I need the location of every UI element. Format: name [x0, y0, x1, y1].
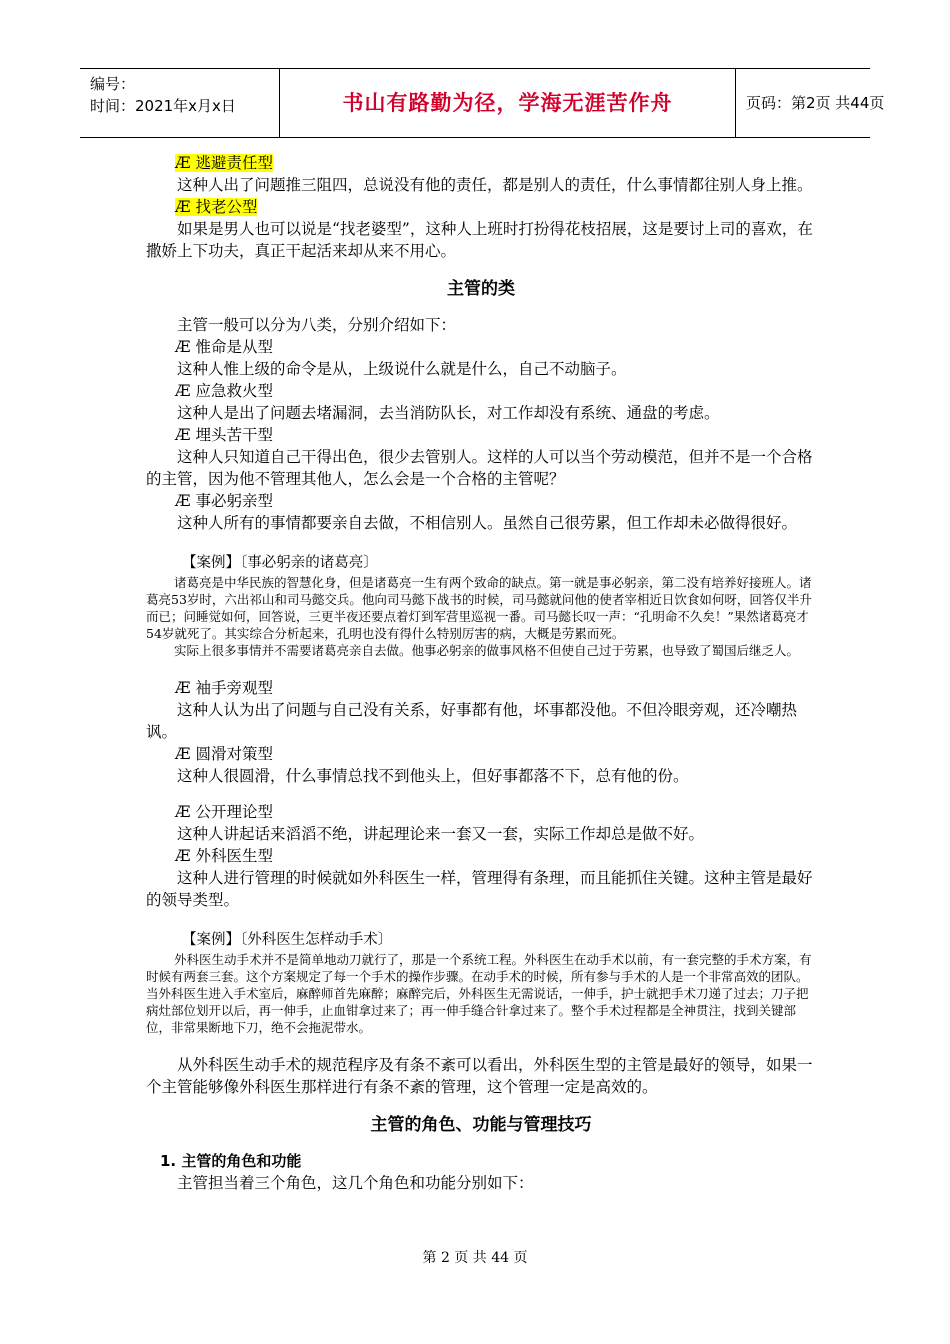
type-title — [146, 152, 816, 174]
paragraph: 这种人是出了问题去堵漏洞，去当消防队长，对工作却没有系统、通盘的考虑。 — [177, 404, 720, 422]
case-title: 【案例】〔外科医生怎样动手术〕 — [182, 932, 393, 948]
spacer — [146, 534, 816, 552]
section-heading: 主管的角色、功能与管理技巧 — [370, 1115, 592, 1135]
paragraph: 这种人惟上级的命令是从，上级说什么就是什么，自己不动脑子。 — [177, 360, 627, 378]
type-title — [146, 196, 816, 218]
spacer — [146, 787, 816, 801]
number-label: 编号： — [90, 75, 136, 93]
type-title: Æ 圆滑对策型 — [175, 745, 273, 763]
case-title: 【案例】〔事必躬亲的诸葛亮〕 — [182, 555, 378, 571]
paragraph: 这种人讲起话来滔滔不绝，讲起理论来一套又一套，实际工作却总是做不好。 — [177, 825, 705, 843]
paragraph: 主管一般可以分为八类，分别介绍如下： — [177, 316, 457, 334]
paragraph: 从外科医生动手术的规范程序及有条不紊可以看出，外科医生型的主管是最好的领导，如果一个主管能够像外科医生那样进行有条不紊的管理，这个管理一定是高效的。 — [146, 1056, 813, 1096]
spacer — [146, 1036, 816, 1054]
paragraph: 主管担当着三个角色，这几个角色和功能分别如下： — [177, 1174, 534, 1192]
type-title: Æ 外科医生型 — [175, 847, 273, 865]
paragraph: 这种人只知道自己干得出色，很少去管别人。这样的人可以当个劳动模范，但并不是一个合格的主管，因为他不管理其他人，怎么会是一个合格的主管呢？ — [146, 448, 813, 488]
type-title: Æ 公开理论型 — [175, 803, 273, 821]
paragraph: 这种人很圆滑，什么事情总找不到他头上，但好事都落不下，总有他的份。 — [177, 767, 689, 785]
time-label: 时间：2021年x月x日 — [90, 97, 236, 115]
page-footer: 第 2 页 共 44 页 — [422, 1250, 528, 1266]
paragraph: 这种人进行管理的时候就如外科医生一样，管理得有条理，而且能抓住关键。这种主管是最好的领导类型。 — [146, 869, 813, 909]
type-title: Æ 袖手旁观型 — [175, 679, 273, 697]
paragraph: 如果是男人也可以说是“找老婆型”，这种人上班时打扮得花枝招展，这是要讨上司的喜欢，在撒娇上下功夫，真正干起活来却从来不用心。 — [146, 220, 813, 260]
motto: 书山有路勤为径，学海无涯苦作舟 — [280, 69, 736, 137]
type-title: Æ 事必躬亲型 — [175, 492, 273, 510]
case-paragraph: 诸葛亮是中华民族的智慧化身，但是诸葛亮一生有两个致命的缺点。第一就是事必躬亲，第二没有培养好接班人。诸葛亮53岁时，六出祁山和司马懿交兵。他向司马懿下战书的时候，司马懿就问他的使者宰相近日饮食如何呀，回答仅半升而已；问睡觉如何，回答说，三更半夜还要点着灯到军营里巡视一番。司马懿长叹一声：“孔明命不久矣！”果然诸葛亮才54岁就死了。其实综合分析起来，孔明也没有得什么特别厉害的病，大概是劳累而死。 — [146, 575, 812, 641]
page-label: 页码：第2页 共44页 — [746, 94, 885, 112]
case-paragraph: 外科医生动手术并不是简单地动刀就行了，那是一个系统工程。外科医生在动手术以前，有一套完整的手术方案，有时候有两套三套。这个方案规定了每一个手术的操作步骤。在动手术的时候，所有参与手术的人是一个非常高效的团队。当外科医生进入手术室后，麻醉师首先麻醉；麻醉完后，外科医生无需说话，一伸手，护士就把手术刀递了过去；刀子把病灶部位划开以后，再一伸手，止血钳拿过来了；再一伸手缝合针拿过来了。整个手术过程都是全神贯注，找到关键部位，非常果断地下刀，绝不会拖泥带水。 — [146, 952, 812, 1035]
paragraph: 这种人出了问题推三阻四，总说没有他的责任，都是别人的责任，什么事情都往别人身上推。 — [177, 176, 813, 194]
type-title: Æ 埋头苦干型 — [175, 426, 273, 444]
type-title: Æ 惟命是从型 — [175, 338, 273, 356]
subsection-heading: 1. 主管的角色和功能 — [160, 1152, 302, 1170]
case-paragraph: 实际上很多事情并不需要诸葛亮亲自去做。他事必躬亲的做事风格不但使自己过于劳累，也导致了蜀国后继乏人。 — [174, 643, 800, 658]
type-title: Æ 应急救火型 — [175, 382, 273, 400]
paragraph: 这种人认为出了问题与自己没有关系，好事都有他，坏事都没他。不但冷眼旁观，还冷嘲热讽。 — [146, 701, 798, 741]
spacer — [146, 911, 816, 929]
page-header — [80, 68, 885, 138]
section-heading: 主管的类 — [447, 279, 515, 299]
document-body — [146, 152, 816, 1194]
highlighted-title: Æ 逃避责任型 — [175, 154, 273, 172]
paragraph: 这种人所有的事情都要亲自去做，不相信别人。虽然自己很劳累，但工作却未必做得很好。 — [177, 514, 798, 532]
highlighted-title: Æ 找老公型 — [175, 198, 258, 216]
header-left-cell — [80, 69, 280, 137]
spacer — [146, 659, 816, 677]
